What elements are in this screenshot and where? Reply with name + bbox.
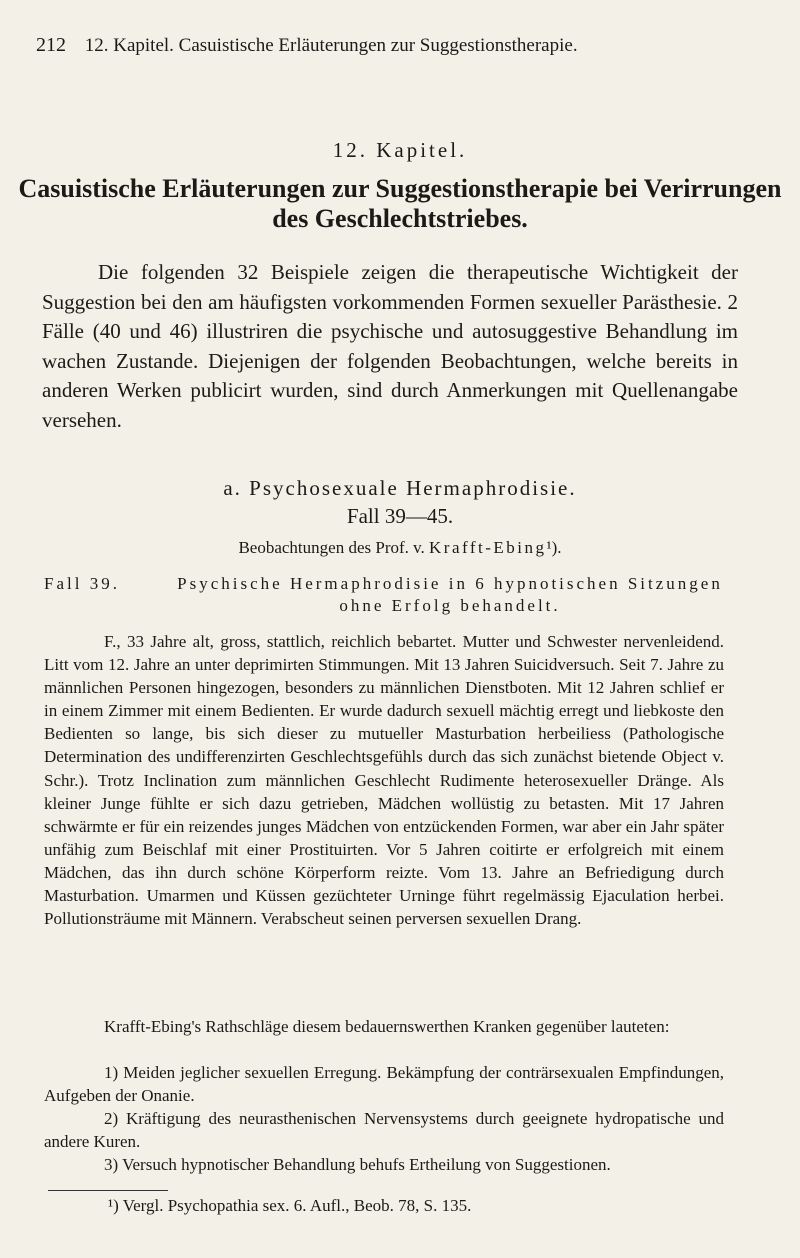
page-number: 212 — [36, 34, 66, 56]
chapter-title: Casuistische Erläuterungen zur Suggestionstherapie bei Verirrungen des Geschlechtstriebes. — [18, 174, 782, 233]
case-paragraph: F., 33 Jahre alt, gross, stattlich, reichlich bebartet. Mutter und Schwester nervenleidend. Litt vom 12. Jahre an unter deprimirten Stimmungen. Mit 13 Jahren Suicidversuch. Seit 7. Jahre zu männlichen Personen hingezogen, besonders zu männlichen Dienstboten. Mit 12 Jahren schlief er in einem Zimmer mit einem Bedienten. Er wurde dadurch sexuell mächtig erregt und liebkoste den Bedienten so lange, bis sich dieser zu mutueller Masturbation herbeiliess (Pathologische Determination des undifferenzirten Geschlechtsgefühls durch das sich zunächst bietende Object v. Schr.). Trotz Inclination zum männlichen Geschlecht Rudimente heterosexueller Dränge. Als kleiner Junge fühlte er sich dazu getrieben, Mädchen wollüstig zu betasten. Mit 17 Jahren schwärmte er für ein reizendes junges Mädchen von entzückenden Formen, war aber ein Jahr später unfähig zum Beischlaf mit einer Prostituirten. Vor 5 Jahren coitirte er erfolgreich mit einem Mädchen, das ihn durch schöne Körperform reizte. Vom 13. Jahre an Befriedigung durch Masturbation. Umarmen und Küssen gezüchteter Urninge führt regelmässig Ejaculation herbei. Pollutionsträume mit Männern. Verabscheut seinen perversen sexuellen Drang. — [44, 632, 724, 929]
observations-prefix: Beobachtungen des Prof. v. — [238, 538, 425, 557]
advice-item: 3) Versuch hypnotischer Behandlung behufs Ertheilung von Suggestionen. — [104, 1155, 611, 1174]
case-title: Psychische Hermaphrodisie in 6 hypnotischen Sitzungen ohne Erfolg behandelt. — [177, 574, 723, 615]
observations-name: Krafft-Ebing — [429, 538, 547, 557]
section-title: a. Psychosexuale Hermaphrodisie. — [223, 476, 577, 500]
case-number: Fall 39. — [44, 574, 120, 593]
case-heading — [44, 573, 744, 617]
fall-range: Fall 39—45. — [346, 504, 454, 528]
footnote: ¹) Vergl. Psychopathia sex. 6. Aufl., Beob. 78, S. 135. — [108, 1196, 472, 1215]
advice-item: 2) Kräftigung des neurasthenischen Nervensystems durch geeignete hydropatische und andere Kuren. — [44, 1109, 724, 1152]
footnote-mark: ¹). — [546, 538, 562, 557]
running-header — [36, 34, 578, 57]
chapter-label: 12. Kapitel. — [332, 138, 468, 162]
intro-paragraph: Die folgenden 32 Beispiele zeigen die therapeutische Wichtigkeit der Suggestion bei den am häufigsten vorkommenden Formen sexueller Parästhesie. 2 Fälle (40 und 46) illustriren die psychische und autosuggestive Behandlung im wachen Zustande. Diejenigen der folgenden Beobachtungen, welche bereits in anderen Werken publicirt wurden, sind durch Anmerkungen mit Quellenangabe versehen. — [42, 260, 738, 432]
advice-item: 1) Meiden jeglicher sexuellen Erregung. Bekämpfung der conträrsexualen Empfindungen, Aufgeben der Onanie. — [44, 1063, 724, 1106]
observations-line — [0, 538, 800, 558]
footnote-divider — [48, 1190, 168, 1191]
advice-intro: Krafft-Ebing's Rathschläge diesem bedauernswerthen Kranken gegenüber lauteten: — [104, 1017, 670, 1036]
running-title: 12. Kapitel. Casuistische Erläuterungen zur Suggestionstherapie. — [84, 35, 578, 56]
